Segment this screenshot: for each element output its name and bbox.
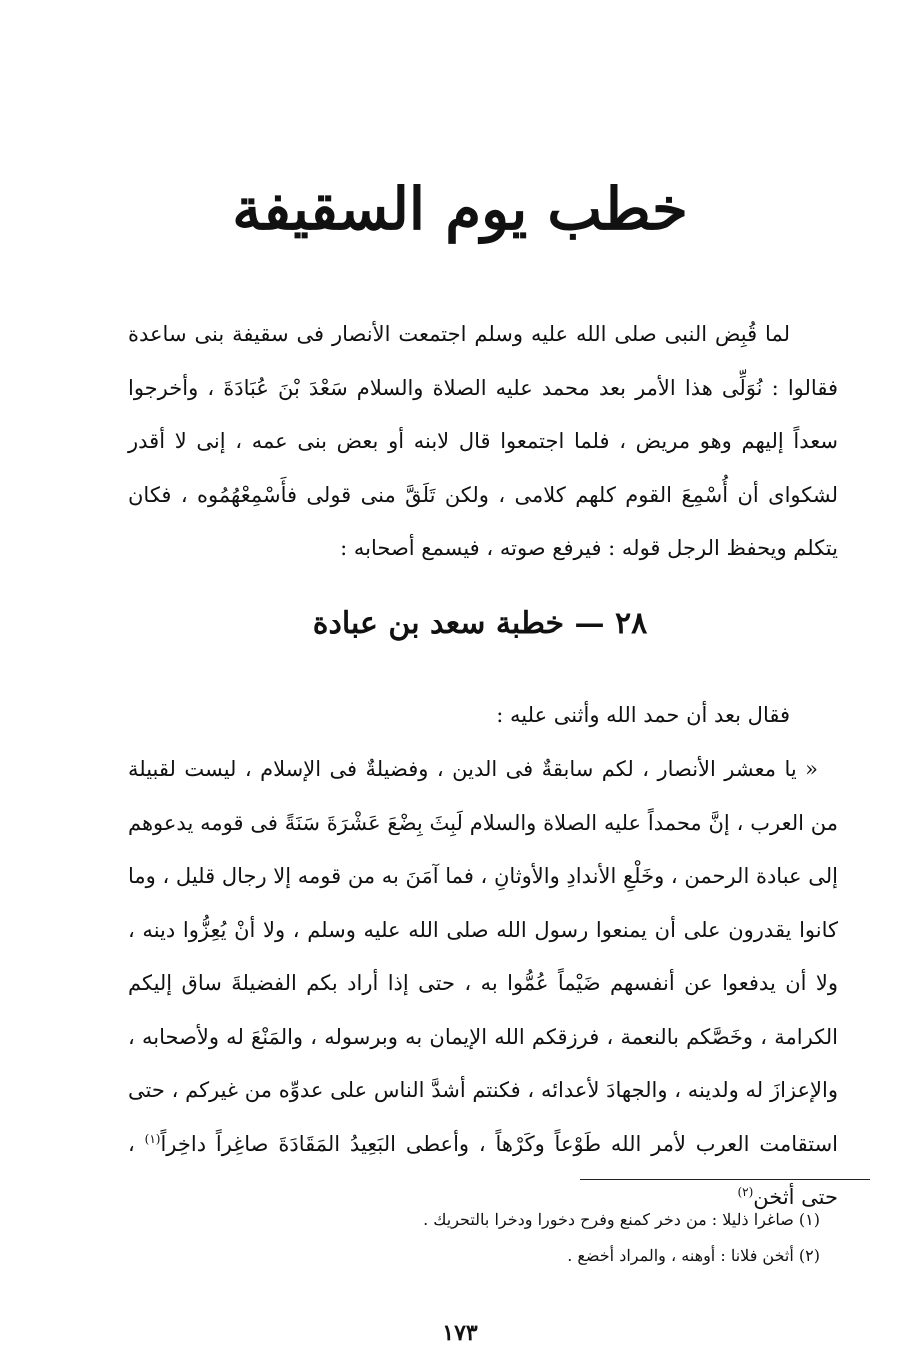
speech-body [128, 743, 838, 1225]
footnote-divider [580, 1179, 870, 1180]
speech-text-end: ، حتى أثخن [128, 1131, 838, 1209]
page-number: ١٧٣ [442, 1320, 478, 1346]
footnote-ref-2: (٢) [737, 1185, 754, 1199]
speech-intro-paragraph [128, 689, 838, 743]
intro-paragraph [128, 308, 838, 576]
speech-intro-text: فقال بعد أن حمد الله وأثنى عليه : [496, 703, 790, 727]
footnotes-list [300, 1202, 820, 1274]
speech-title: ٢٨ — خطبة سعد بن عبادة [312, 606, 648, 641]
chapter-title: خطب يوم السقيفة [232, 175, 688, 243]
speech-paragraph [128, 743, 838, 1225]
speech-text: « يا معشر الأنصار ، لكم سابقةٌ فى الدين ، وفضيلةٌ فى الإسلام ، ليست لقبيلة من العرب ، إنَّ محمداً عليه الصلاة والسلام لَبِثَ بِضْعَ عَشْرَةَ سَنَةً فى قومه يدعوهم إلى عبادة الرحمن ، وخَلْعِ الأندادِ والأوثانِ ، فما آمَنَ به من قومه إلا رجال قليل ، وما كانوا يقدرون على أن يمنعوا رسول الله صلى الله عليه وسلم ، ولا أنْ يُعِزُّوا دينه ، ولا أن يدفعوا عن أنفسهم ضَيْماً عُمُّوا به ، حتى إذا أراد بكم الفضيلةَ ساق إليكم الكرامة ، وخَصَّكم بالنعمة ، فرزقكم الله الإيمان به وبرسوله ، والمَنْعَ له ولأصحابه ، والإعزازَ له ولدينه ، والجهادَ لأعدائه ، فكنتم أشدَّ الناس على عدوِّه من غيركم ، حتى استقامت العرب لأمر الله طَوْعاً وكَرْهاً ، وأعطى البَعِيدُ المَقَادَةَ صاغِراً داخِراً [128, 757, 839, 1156]
footnote-1: (١) صاغرا ذليلا : من دخر كمنع وفرح دخورا ودخرا بالتحريك . [423, 1210, 820, 1229]
intro-text: لما قُبِض النبى صلى الله عليه وسلم اجتمعت الأنصار فى سقيفة بنى ساعدة فقالوا : نُوَلِّى هذا الأمر بعد محمد عليه الصلاة والسلام سَعْدَ بْنَ عُبَادَةَ ، وأخرجوا سعداً إليهم وهو مريض ، فلما اجتمعوا قال لابنه أو بعض بنى عمه ، إنى لا أقدر لشكواى أن أُسْمِعَ القوم كلهم كلامى ، ولكن تَلَقَّ منى قولى فأَسْمِعْهُمُوه ، فكان يتكلم ويحفظ الرجل قوله : فيرفع صوته ، فيسمع أصحابه : [128, 322, 838, 560]
footnote-ref-1: (١) [144, 1131, 161, 1146]
footnote-2: (٢) أثخن فلانا : أوهنه ، والمراد أخضع . [567, 1246, 820, 1265]
